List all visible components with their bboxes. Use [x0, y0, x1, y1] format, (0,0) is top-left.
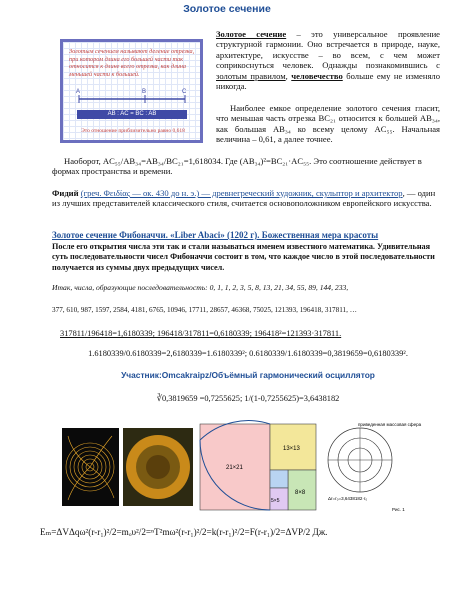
- note-equation: AB : AC = BC : AB: [77, 110, 187, 119]
- square-21-label: 21×21: [226, 465, 243, 471]
- oscillator-diagram: [318, 418, 422, 514]
- fibonacci-heading[interactable]: Золотое сечение Фибоначчи. «Liber Abaci» (1202 г). Божественная мера красоты: [52, 230, 379, 240]
- label-a: A: [76, 89, 81, 95]
- cube-root-line: ∛0,3819659 =0,7255625; 1/(1-0,7255625)=3,6438182: [156, 394, 340, 403]
- intro-text: – это универсальное проявление структурной гармонии. Оно встречается в природе, науке, архитектуре, искусстве – во всем, с чем может соприкоснуться человек. Однажды познакомившись с: [216, 29, 440, 71]
- energy-equation: Eₘ=ΔVΔqω²(r-r₁)²/2=mₒυ²/2=ⁿT²mω²(r-r₁)²/2=k(r-r₁)²/2=F(r-r₁)/2=ΔVP/2 Дж.: [40, 527, 328, 537]
- golden-rectangle-diagram: [200, 424, 316, 510]
- phidias-name: Фидий: [52, 188, 79, 198]
- note-caption: Это отношение приблизительно равно 0,618: [81, 128, 185, 134]
- intro-paragraph: [216, 29, 440, 91]
- ratio-line-2: 1.6180339/0.6180339=2,6180339=1.6180339²; 0.6180339/1.6180339=0,3819659=0,6180339².: [88, 349, 408, 358]
- oscillator-formula: Δr=r₀=3,6438182·r₀: [328, 496, 368, 501]
- intro-text-2: ,: [285, 70, 292, 81]
- sequence-intro: Итак, числа, образующие последовательность: 0, 1, 1, 2, 3, 5, 8, 13, 21, 34, 55, 89, 144, 233,: [52, 283, 349, 292]
- golden-rule-link[interactable]: золотым правилом: [216, 70, 286, 81]
- definition-paragraph: Наиболее емкое определение золотого сечения гласит, что меньшая часть отрезка BC₂₁ относится к большей AB₃₄, как большая AB₃₄ ко всему целому AC₅₅. Начальная величина – 0,61, а далее точнее.: [216, 103, 440, 145]
- segment-diagram: [73, 87, 193, 109]
- square-5-label: 5×5: [271, 498, 280, 504]
- phidias-links[interactable]: (греч. Φειδίας — ок. 430 до н. э.) — древнегреческий художник, скульптор и архитектор: [80, 188, 403, 198]
- label-b: B: [142, 89, 147, 95]
- intro-text-3: больше ему не изменяло никогда.: [216, 70, 441, 92]
- square-13-label: 13×13: [283, 446, 300, 452]
- intro-lead: Золотое сечение: [216, 29, 287, 39]
- figure-caption: Рис. 1: [392, 507, 405, 512]
- ratio-line-1: 317811/196418=1,6180339; 196418/317811=0,6180339; 196418²=121393·317811.: [60, 329, 342, 338]
- ratio-paragraph: Наоборот, AC₅₅/AB₃₄=AB₃₄/BC₂₁=1,618034. Где (AB₃₄)²=BC₂₁·AC₅₅. Это соотношение действует в формах пространства и времени.: [52, 156, 422, 177]
- intro-bold-humanity: человечество: [291, 70, 343, 81]
- phidias-text: , — один из лучших представителей классического стиля, считается основоположником европейского искусства.: [52, 188, 436, 209]
- fibonacci-paragraph: После его открытия числа эти так и стали называться именем известного математика. Удивительная суть последовательности чисел Фибоначчи состоит в том, что каждое число в этой последовательности получается из суммы двух предыдущих чисел.: [52, 242, 435, 272]
- square-8-label: 8×8: [295, 490, 306, 496]
- label-c: C: [182, 89, 187, 95]
- participant-line[interactable]: Участник:Omcakraipz/Объёмный гармонический осциллятор: [121, 370, 375, 380]
- sunflower-image: [123, 428, 193, 506]
- definition-note-box: [60, 39, 203, 143]
- note-text: Золотым сечением называют деление отрезка, при котором длина его большей части так относится к длине всего отрезка, как длина меньшей части к большей.: [69, 48, 195, 78]
- sequence-continued: 377, 610, 987, 1597, 2584, 4181, 6765, 10946, 17711, 28657, 46368, 75025, 121393, 196418, 317811, …: [52, 306, 357, 314]
- page-title: Золотое сечение: [183, 3, 271, 15]
- oscillator-top-label: приведенная массовая сфера: [358, 422, 422, 427]
- fibonacci-spiral-image: [62, 428, 119, 506]
- phidias-paragraph: [52, 188, 444, 209]
